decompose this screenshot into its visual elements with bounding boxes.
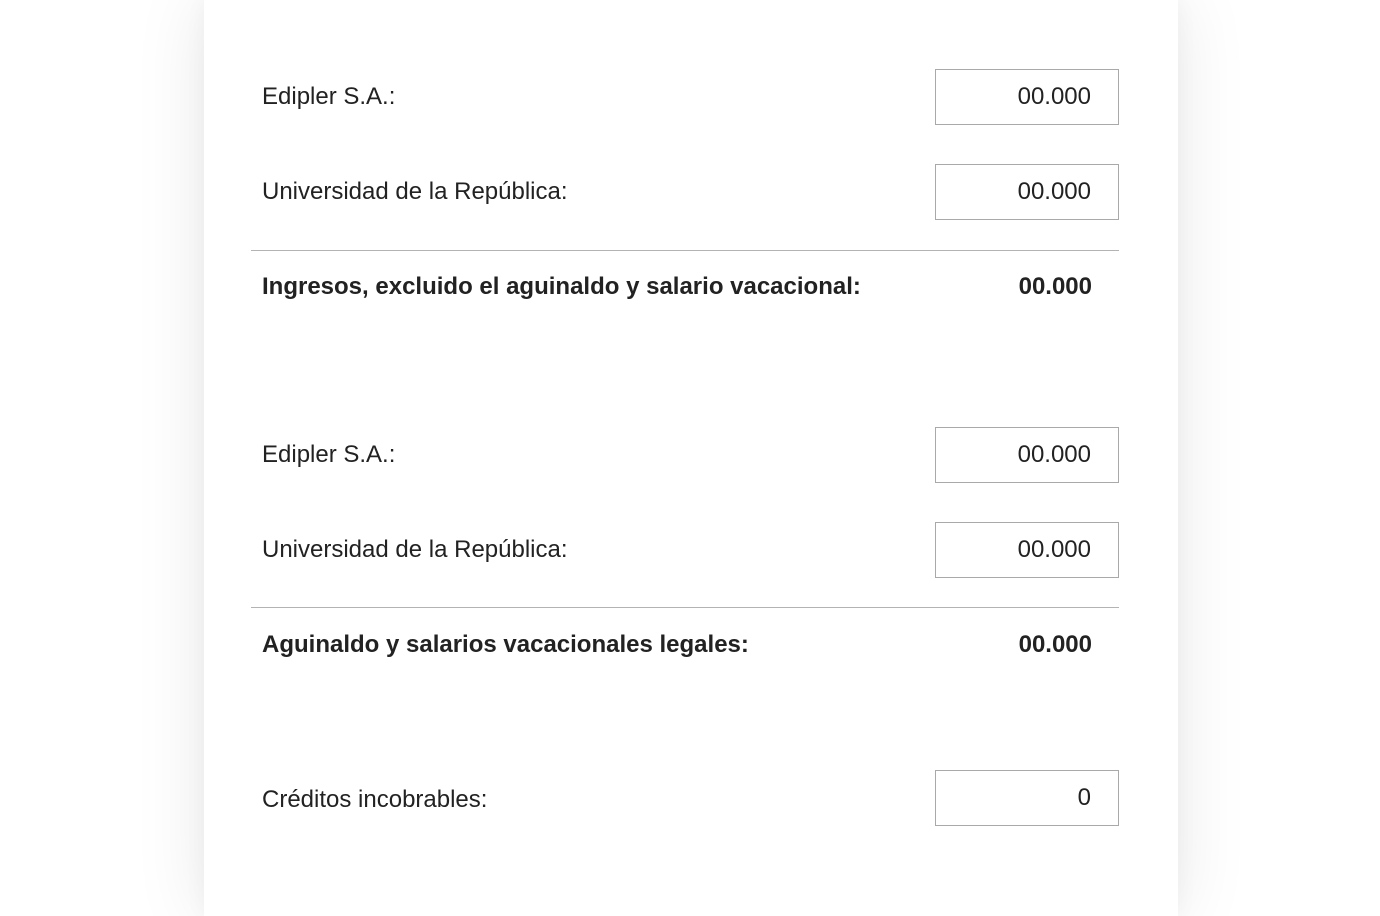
bonus-total-value: 00.000 <box>1018 631 1092 658</box>
income-udelar-input[interactable] <box>935 164 1119 220</box>
bonus-udelar-label: Universidad de la República: <box>262 536 568 563</box>
bonus-total-label: Aguinaldo y salarios vacacionales legales: <box>262 631 749 658</box>
income-edipler-label: Edipler S.A.: <box>262 83 396 110</box>
income-divider <box>251 250 1119 251</box>
bonus-edipler-label: Edipler S.A.: <box>262 441 396 468</box>
income-total-label: Ingresos, excluido el aguinaldo y salario vacacional: <box>262 273 861 300</box>
bad-debts-label: Créditos incobrables: <box>262 786 488 813</box>
income-edipler-input[interactable] <box>935 69 1119 125</box>
bad-debts-input[interactable] <box>935 770 1119 826</box>
income-total-value: 00.000 <box>1018 273 1092 300</box>
form-panel <box>204 0 1178 916</box>
income-udelar-label: Universidad de la República: <box>262 178 568 205</box>
bonus-divider <box>251 607 1119 608</box>
bonus-udelar-input[interactable] <box>935 522 1119 578</box>
bonus-edipler-input[interactable] <box>935 427 1119 483</box>
